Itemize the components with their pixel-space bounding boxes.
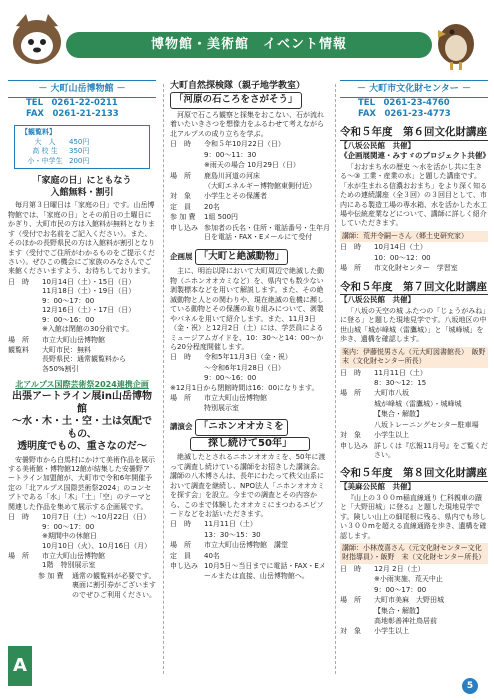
lecture-7-lecturer: 案内：伊藤悦男さん（元大町図書館長） 飯野 末（文化財センター所長） <box>340 347 488 368</box>
info-row: 定 員 40名 <box>170 551 220 560</box>
info-row: 対 象 小学生以上 <box>340 431 409 440</box>
info-row: 場 所 大町市美麻 大野田城 <box>340 596 444 605</box>
info-row: 8：30～12：15 <box>374 378 427 387</box>
lecture-6-lecturer: 講師：荒井令嗣ーさん（郷土史研究家） <box>340 231 488 242</box>
info-row: 日 時 令和５年10月22日（日） <box>170 140 285 149</box>
wolf-text: 主に、明治以降において大町周辺で絶滅した動物（ニホンオオカミなど）を、県内でも数少ない剥製標本などを用いて解説します。また、その絶滅動物と人との関わりや、現在絶滅の危機に瀕している動物とその保護の取り組みについて、剥製やパネルを用いて紹介します。また、11月3日（金・祝）と12月2日（土）には、学芸員によるミュージアムガイドを、10：30～と14：00～から20分程度開催します。 <box>170 267 324 351</box>
info-row: 場 所 大町市八坂 <box>340 389 409 398</box>
nature-subtitle: 「河原の石ころをさがそう」 <box>170 92 302 109</box>
talk-title: 「ニホンオオカミを <box>195 419 288 436</box>
info-row: 日 時 11月11日（土） <box>170 520 257 529</box>
lecture-8-lecturer: 講師：小林茂喜さん（元文化財センター文化財指導員）・飯野 末（文化財センター所長） <box>340 543 488 564</box>
info-row: ※小雨実施、荒天中止 <box>374 575 443 584</box>
fee-title: 【観覧料】 <box>21 128 56 137</box>
museum-tel: TEL 0261-22-0211 <box>26 98 118 109</box>
info-row: 参 加 費 通常の観覧料が必要です。裏面に割引券がございますのでぜひご利用ください。 <box>38 571 156 599</box>
info-row: 申し込み 参加者の氏名・住所・電話番号・生年月日を電話・FAX・Eメールにて受付 <box>170 223 330 242</box>
info-line: 10月10日（火）、10月16日（月） <box>42 541 152 550</box>
exhibit-title: 出張アートライン展in山岳博物館 <box>12 391 152 415</box>
center-heading: － 大町市文化財センター － <box>340 80 488 98</box>
info-row: 【集合・解散】 <box>374 606 423 615</box>
family-day-text: 毎月第３日曜日は「家庭の日」です。山岳博物館では、「家庭の日」とその前日の土曜日にかぎり、大町市民の方は入館料が無料となります（受付でお名前をご記入ください）。また、そのほかの長野県民の方は入館料が割引となります（受付でご住所がわかるものをご提示ください）。ぜひこの機会にご家族のみなさんでご来館くださいますよう、お待ちしております。 <box>8 201 155 276</box>
center-column <box>340 80 493 637</box>
info-row: 観覧料 大町市民：無料 <box>8 345 91 354</box>
info-row: 日 時 令和5年11月3日（金・祝） <box>170 353 292 362</box>
info-line: 特別展示室 <box>204 403 239 412</box>
info-note: ※入館は閉館の30分前です。 <box>42 325 134 334</box>
info-row: ※雨天の場合 10月29日（日） <box>204 161 300 170</box>
info-row: 場 所 市立大町山岳博物館 講堂 <box>170 541 288 550</box>
info-line: 長野県民：通常観覧料から <box>42 355 126 364</box>
info-row: 場 所 鹿島川河道の河床 <box>170 171 260 180</box>
family-day-title: 「家庭の日」にともなう <box>32 176 132 187</box>
mascot-left-icon <box>8 8 66 68</box>
lecture-6-title: 令和５年度 第６回文化財講座 <box>340 125 488 140</box>
page-header <box>0 0 494 78</box>
column-divider <box>335 84 336 674</box>
info-line: 9：00～17：00 <box>42 522 95 531</box>
fee-row: 小・中学生 200円 <box>27 156 90 165</box>
talk-text: 絶滅したとされるニホンオオカミを、50年に渡って調査し続けている講師をお招きした講演会。講師の八木博さんは、長年にわたって秩父山系において調査を継続し、NPO法人「ニホンオオカミを探す会」を設立。今までの調査とその内容から、このまで体験したオオカミにまつわるエピソードなどをお話いただきます。 <box>170 453 326 518</box>
info-row: 場 所 市立大町山岳博物館 <box>8 551 105 560</box>
info-row: 参 加 費 1組 500円 <box>170 213 239 222</box>
wolf-title: 「大町と絶滅動物」 <box>195 249 289 266</box>
info-row: 日 時 10月7日（土）～10月22日（日） <box>8 513 151 522</box>
center-fax: FAX 0261-23-4773 <box>358 108 451 119</box>
museum-column <box>8 80 156 600</box>
info-row: 八坂トレーニングセンター駐車場 <box>374 420 479 429</box>
talk-tag: 講演会 <box>170 422 193 432</box>
lecture-6-text: 「おおまち水の歴史 ～水を活かし共に生きる～③ 工業・産業の水」と題した講座です。「水が生まれる信濃おおまち」をより深く知るための連続講座（全３回）の３回目として、市内にある製造工場の専水箱、水を活かした水工場や伝統産業などについて、講師に詳しく紹介していただきます。 <box>340 162 487 228</box>
info-line: 各50%割引 <box>42 364 79 373</box>
exhibit-subtitle: ～水・木・土・空・土は気配でもの、 <box>12 416 152 440</box>
exhibit-tag: 北アルプス国際芸術祭2024連携企画 <box>15 380 149 390</box>
wolf-note: ※12月1日から閉館時間は16：00になります。 <box>170 383 319 392</box>
info-line: ※期間中の休館日 <box>42 532 97 541</box>
info-line: 9：00～16：00 <box>42 315 95 324</box>
lecture-7-sub: 【八坂公民館 共催】 <box>340 294 415 304</box>
info-row: （大町エネルギー博物館東側付近） <box>204 182 316 191</box>
fee-row: 大 人 450円 <box>34 137 90 146</box>
lecture-7-text: 「八坂の天空の城 ふたつの「じょうがみね」に登る」と題した現地見学です。八坂地区の中世山城「城が峰城（雷鷹城）」と「城峰城」を歩き、遺構を確認します。 <box>340 306 487 344</box>
info-row: 対 象 小学生とその保護者 <box>170 192 267 201</box>
info-line: 1階 特別展示室 <box>42 561 96 570</box>
nature-column <box>170 80 330 581</box>
info-row: 日 時 12月 2日（土） <box>340 564 425 573</box>
lecture-8-text: 『山上の３００m稲直線通り 仁科親車の蹟と「大野田城」に登る』と題した現地見学です。険しい山上の細尾根に残る、県内でも珍しい３００mを超える直線通路を歩き、遺構を確認します。 <box>340 493 487 540</box>
bird-mascot-icon <box>432 8 482 70</box>
lecture-8-sub: 【美麻公民館 共催】 <box>340 481 415 491</box>
lecture-7-title: 令和５年度 第７回文化財講座 <box>340 280 488 295</box>
info-row: 定 員 20名 <box>170 202 220 211</box>
lecture-6-sub2: 《企画展関連・みすゞのプロジェクト共催》 <box>340 150 490 160</box>
info-line: 12月16日（土）・17日（日） <box>42 306 136 315</box>
info-row: 場 所 市立大町山岳博物館 <box>8 335 105 344</box>
info-row: 日 時 10月14日（土）・15日（日） <box>8 277 136 286</box>
info-row: 対 象 小学生以上 <box>340 627 409 636</box>
museum-heading: － 大町山岳博物館 － <box>8 80 156 98</box>
nature-text: 河原で石ころ観察と採集をおこない、石が流れ着いたいきさつを想像力をふるわせて考えながら北アルプスの成り立ちを学ぶ。 <box>170 110 324 138</box>
info-row: 申し込み 10月5日～当日までに電話・FAX・Eメールまたは直接、山岳博物館へ。 <box>170 562 326 580</box>
family-day-subtitle: 入館無料・割引 <box>50 188 114 199</box>
banner-title: 博物館・美術館 イベント情報 <box>66 32 432 58</box>
info-row: 高地彰善神社鳥居前 <box>374 617 437 626</box>
info-line: 9：00～17：00 <box>42 296 95 305</box>
info-row: 城が峰城（雷鷹城）・城峰城 <box>374 399 462 408</box>
logo-icon: A <box>8 646 32 686</box>
exhibit-text: 安曇野市から白馬村にかけて美術作品を展示する美術館・博物館12館が結集した安曇野アートライン加盟館が、大町市で令和6年開催予定の「北アルプス国際芸術祭2024」のコンセプトである「水」「木」「土」「空」のテーマと関連した作品を集めて展示する企画展です。 <box>8 455 155 511</box>
fee-box <box>14 125 150 169</box>
exhibit-subtitle-2: 透明度でもの、重さなのだ～ <box>17 441 147 453</box>
info-row: 日 時 10月14日（土） <box>340 243 427 252</box>
page-number: 5 <box>462 678 478 694</box>
info-row: 日 時 11月11日（土） <box>340 368 427 377</box>
wolf-tag: 企画展 <box>170 251 193 261</box>
lecture-8-title: 令和５年度 第８回文化財講座 <box>340 466 488 481</box>
info-row: 【集合・解散】 <box>374 410 423 419</box>
info-row: 9：00～16：00 <box>204 374 257 383</box>
talk-title-2: 探し続けて50年」 <box>190 437 310 452</box>
info-row: 9：00～11：30 <box>204 150 257 159</box>
nature-title: 大町自然探検隊（親子地学教室） <box>170 81 306 91</box>
fee-row: 高 校 生 350円 <box>32 147 90 156</box>
info-row: 申し込み 詳しくは『広報11月号』をご覧ください。 <box>340 441 488 460</box>
info-row: ～令和6年1月28日（日） <box>204 363 285 372</box>
info-row: 場 所 市文化財センター 学習室 <box>340 264 458 273</box>
lecture-6-sub: 【八坂公民館 共催】 <box>340 140 415 150</box>
info-row: 13：30～15：30 <box>204 530 261 539</box>
center-tel: TEL 0261-23-4760 <box>358 98 450 109</box>
info-row: 場 所 市立大町山岳博物館 <box>170 394 267 403</box>
info-line: 11月18日（土）・19日（日） <box>42 287 136 296</box>
info-row: 9：00～17：00 <box>374 585 427 594</box>
museum-fax: FAX 0261-21-2133 <box>26 108 119 119</box>
info-row: 10：00～12：00 <box>374 253 431 262</box>
column-divider <box>163 84 164 674</box>
